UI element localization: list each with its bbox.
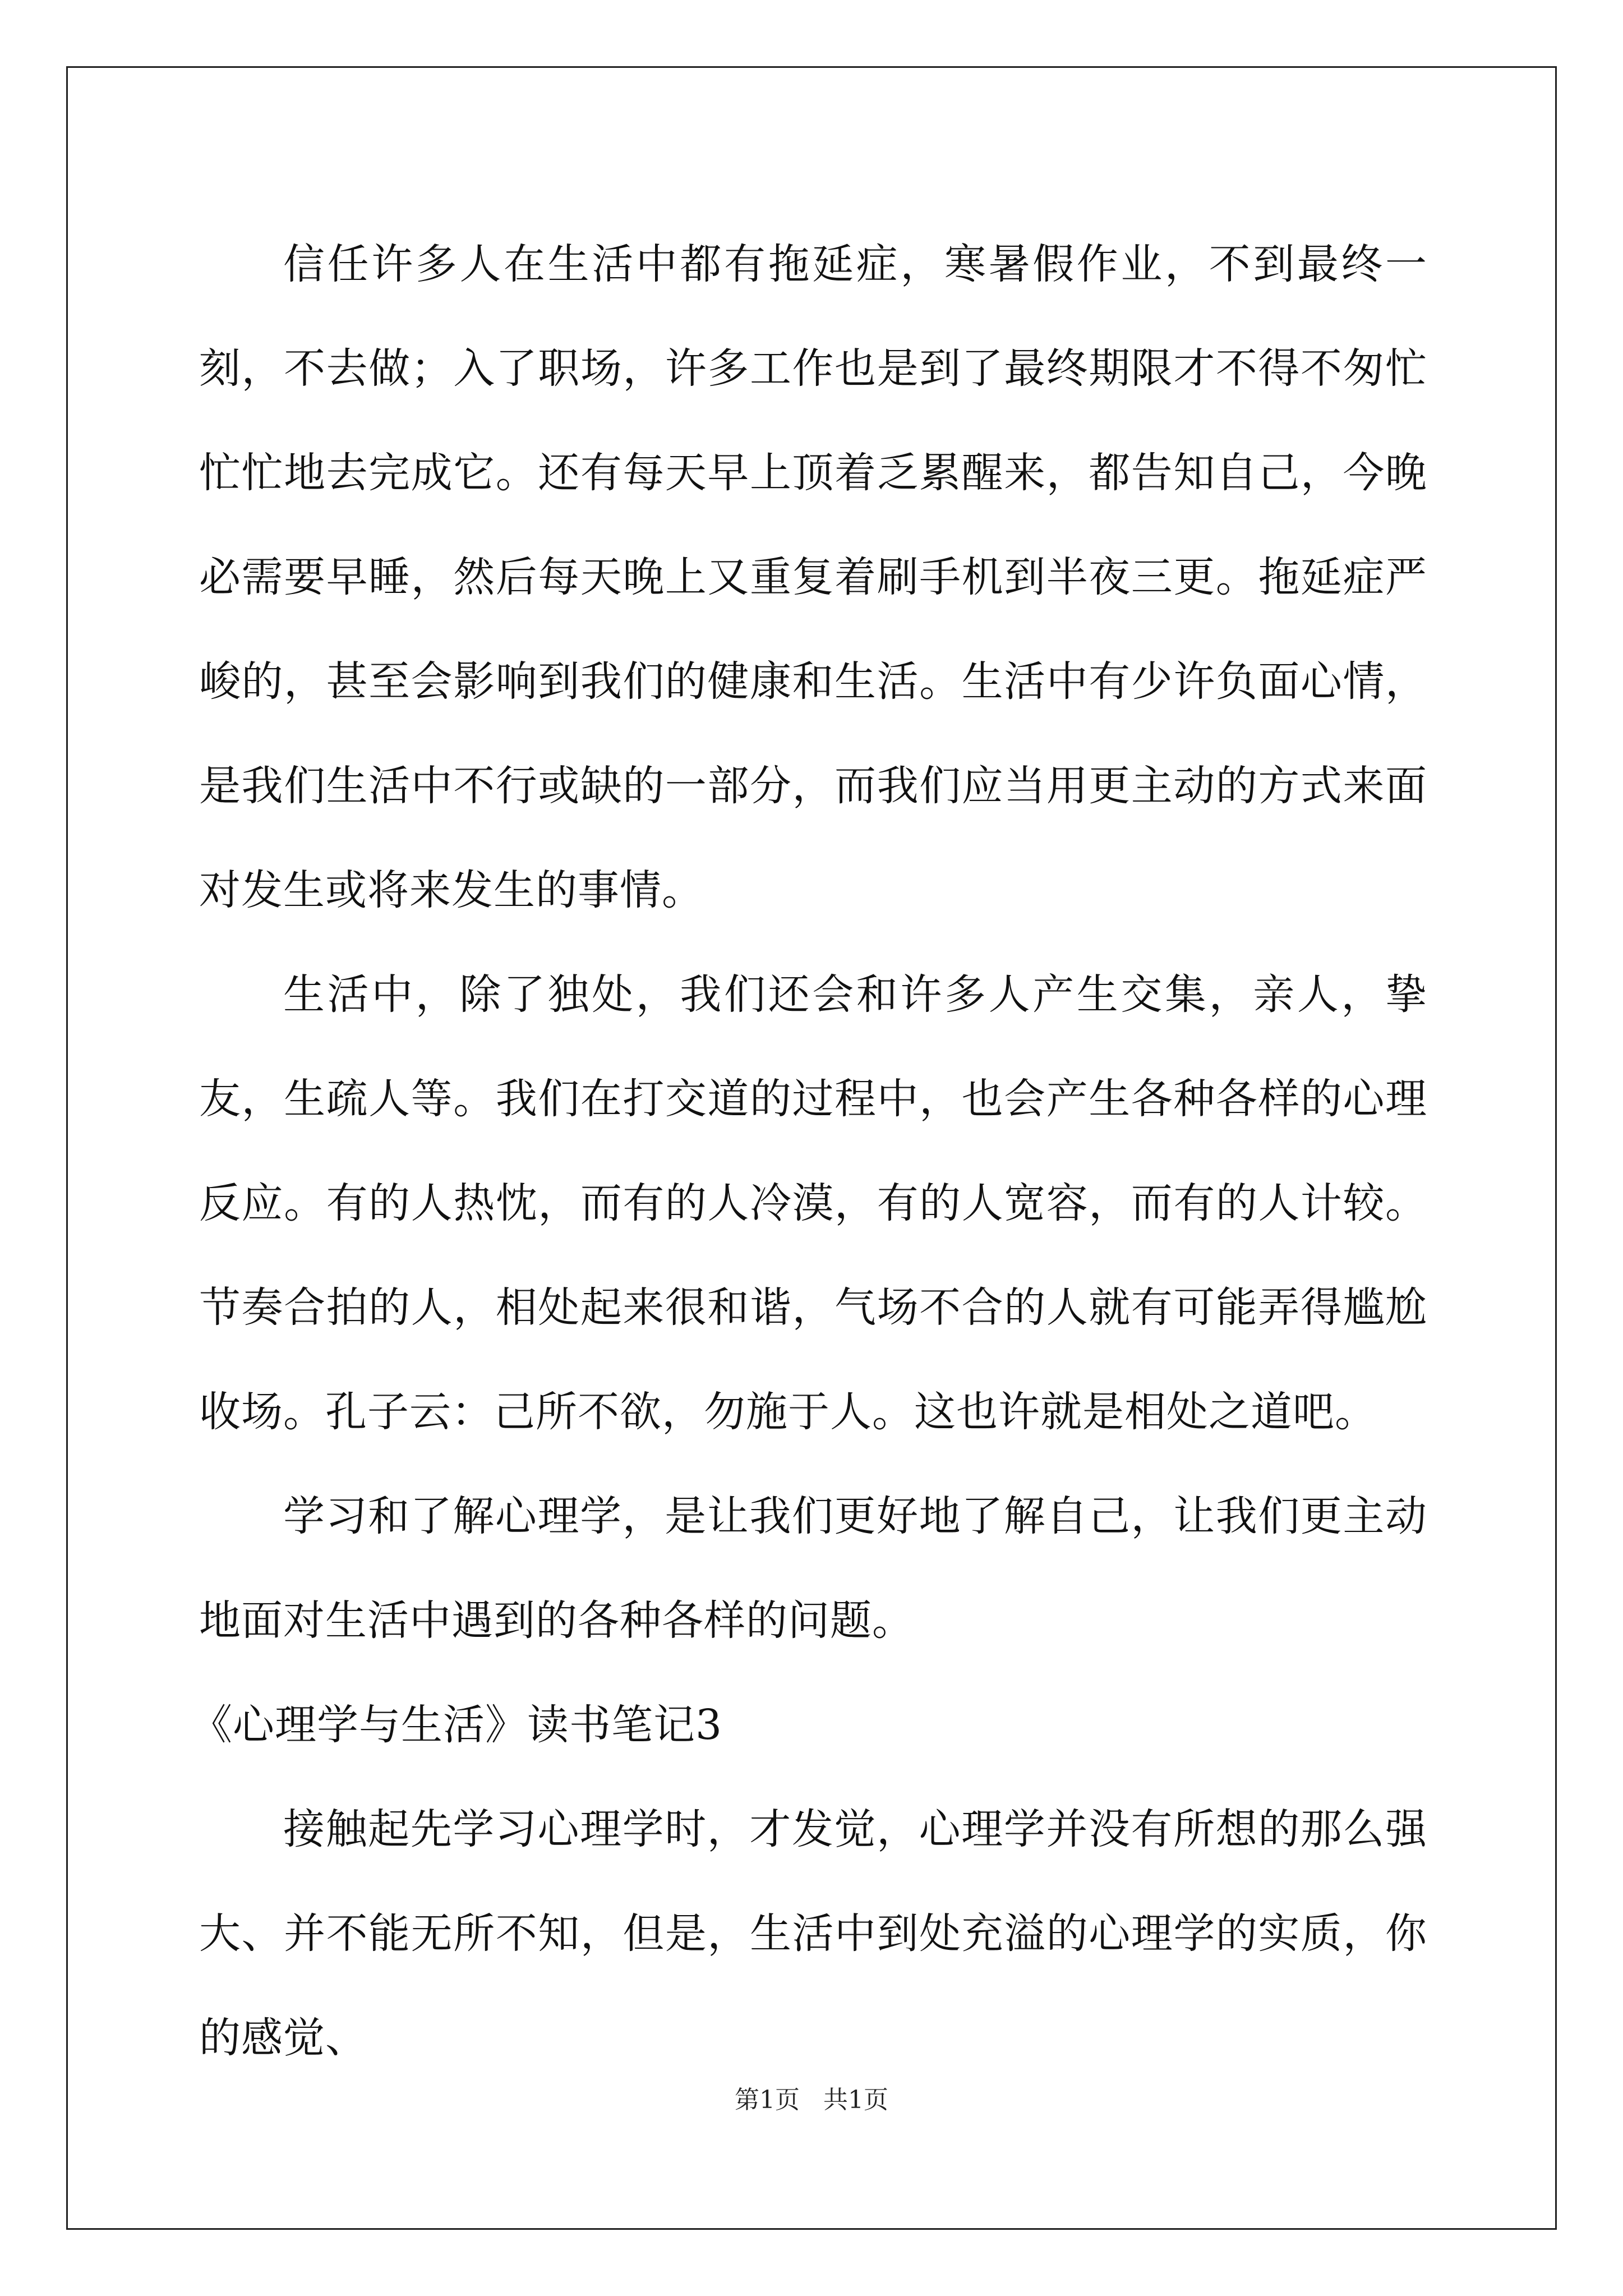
paragraph-procrastination: 信任许多人在生活中都有拖延症，寒暑假作业，不到最终一刻，不去做；入了职场，许多工作也是到了最终期限才不得不匆忙忙忙地去完成它。还有每天早上顶着乏累醒来，都告知自己，今晚必需要早睡，然后每天晚上又重复着刷手机到半夜三更。拖延症严峻的，甚至会影响到我们的健康和生活。生活中有少许负面心情，是我们生活中不行或缺的一部分，而我们应当用更主动的方式来面对发生或将来发生的事情。	[199, 240, 1427, 914]
page-number-footer: 第1页 共1页	[735, 2086, 888, 2114]
paragraph-first-contact: 接触起先学习心理学时，才发觉，心理学并没有所想的那么强大、并不能无所不知，但是，生活中到处充溢的心理学的实质，你的感觉、	[199, 1805, 1427, 2062]
paragraph-learning-psychology: 学习和了解心理学，是让我们更好地了解自己，让我们更主动地面对生活中遇到的各种各样的问题。	[199, 1492, 1427, 1645]
paragraph-social-interaction: 生活中，除了独处，我们还会和许多人产生交集，亲人，挚友，生疏人等。我们在打交道的过程中，也会产生各种各样的心理反应。有的人热忱，而有的人冷漠，有的人宽容，而有的人计较。节奏合拍的人，相处起来很和谐，气场不合的人就有可能弄得尴尬收场。孔子云：己所不欲，勿施于人。这也许就是相处之道吧。	[199, 970, 1427, 1436]
section-heading: 《心理学与生活》读书笔记3	[191, 1701, 723, 1749]
document-body	[191, 212, 1427, 2090]
